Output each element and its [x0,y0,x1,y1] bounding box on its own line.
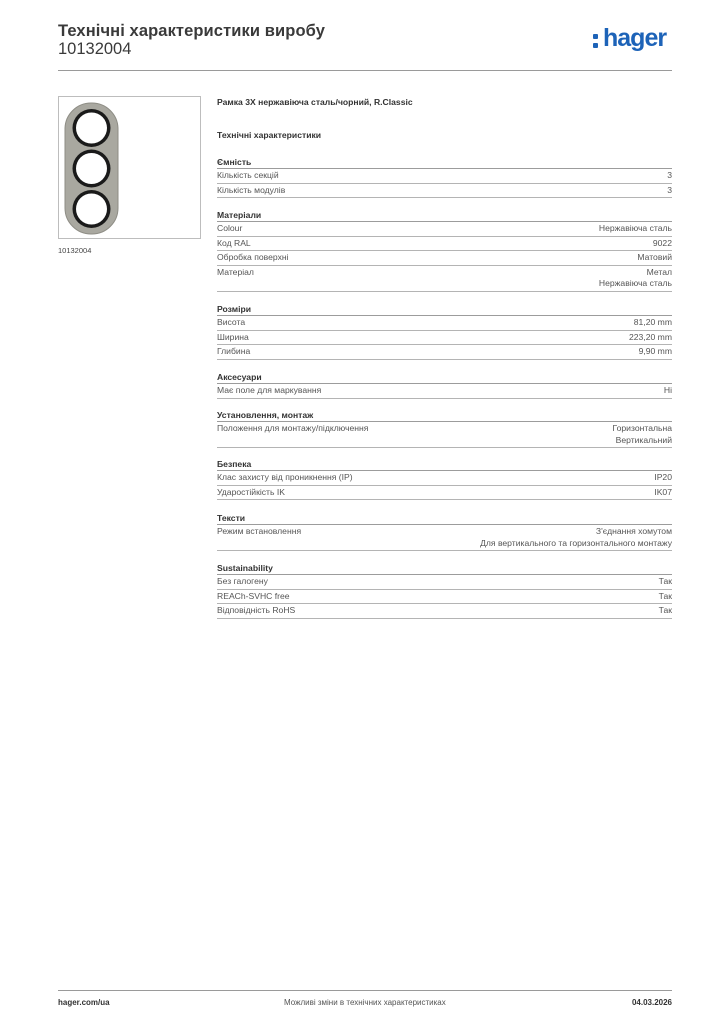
spec-value-line: Матовий [637,252,672,262]
spec-value-line: Ні [663,385,672,395]
section-title: Аксесуари [217,370,672,384]
spec-row [217,604,672,619]
spec-label: Клас захисту від проникнення (IP) [217,472,353,482]
spec-label: Режим встановлення [217,526,302,536]
spec-value [637,252,672,264]
header-divider [58,70,672,71]
spec-label: Положення для монтажу/підключення [217,423,369,433]
spec-value-line: Метал [646,266,672,277]
spec-section [217,561,672,619]
section-title: Ємність [217,155,672,169]
section-title: Розміри [217,302,672,316]
spec-label: Colour [217,223,243,233]
spec-value [667,170,672,182]
spec-value-line: 3 [667,184,672,195]
product-image [58,96,201,239]
spec-value-line: Вертикальний [615,434,672,445]
product-name: Рамка 3X нержавіюча сталь/чорний, R.Classic [217,97,413,107]
spec-row [217,422,672,448]
spec-value [664,385,672,397]
spec-value-line: 3 [667,170,672,180]
section-title: Матеріали [217,208,672,222]
spec-value-line: 81,20 mm [633,317,672,327]
spec-label: REACh-SVHC free [217,590,290,601]
spec-value-line: 9,90 mm [638,346,672,356]
spec-value [654,487,672,499]
spec-value [639,346,672,358]
footer-date: 04.03.2026 [631,998,672,1007]
section-title: Sustainability [217,561,672,575]
footer-website[interactable]: hager.com/ua [58,998,110,1007]
spec-value-line: 223,20 mm [629,331,672,342]
spec-label: Відповідність RoHS [217,605,296,615]
spec-value [667,185,672,197]
spec-label: Висота [217,317,246,327]
spec-row [217,222,672,237]
spec-row [217,237,672,252]
frame-3x-illustration [59,97,200,238]
spec-value [653,238,672,250]
spec-label: Ширина [217,331,249,342]
product-code: 10132004 [58,40,132,58]
spec-row [217,331,672,346]
spec-value-line: Для вертикального та горизонтального монтажу [480,537,672,548]
spec-value-line: З'єднання хомутом [595,526,672,536]
spec-value [654,472,672,484]
spec-value [629,332,672,344]
logo-text: hager [603,24,667,52]
hager-logo [593,24,675,57]
spec-label: Обробка поверхні [217,252,289,262]
spec-section [217,155,672,198]
spec-value [659,591,672,603]
spec-value-line: 9022 [652,237,672,248]
section-title: Установлення, монтаж [217,408,672,422]
spec-value [634,317,672,329]
spec-value-line: Так [658,605,672,615]
spec-value [599,223,672,235]
spec-label: Кількість модулів [217,184,286,195]
spec-value-line: Так [658,576,672,586]
spec-section [217,208,672,292]
spec-label: Має поле для маркування [217,385,322,395]
spec-value-line: Нержавіюча сталь [598,278,672,288]
section-title: Безпека [217,457,672,471]
spec-value-line: Горизонтальна [612,423,672,433]
spec-value [659,605,672,617]
spec-label: Матеріал [217,266,254,277]
spec-row [217,471,672,486]
spec-row [217,345,672,360]
spec-row [217,184,672,199]
specs-heading: Технічні характеристики [217,130,322,140]
footer-divider [58,990,672,991]
image-caption: 10132004 [58,246,92,255]
spec-row [217,266,672,292]
logo-dot-top [593,34,598,39]
spec-value [659,576,672,588]
spec-label: Кількість секцій [217,170,279,180]
spec-value-line: Нержавіюча сталь [598,223,672,233]
spec-section [217,408,672,448]
spec-label: Код RAL [217,237,251,248]
spec-row [217,316,672,331]
document-title: Технічні характеристики виробу [58,22,325,40]
spec-value-line: Так [658,590,672,601]
spec-value-line: IP20 [654,472,672,482]
spec-row [217,169,672,184]
spec-row [217,590,672,605]
spec-label: Ударостійкість IK [217,486,285,497]
spec-label: Без галогену [217,576,268,586]
spec-section [217,457,672,500]
spec-row [217,486,672,501]
spec-section [217,370,672,399]
spec-section [217,511,672,551]
spec-value-line: IK07 [654,486,672,497]
logo-dot-bottom [593,43,598,48]
spec-label: Глибина [217,346,251,356]
footer-notice: Можливі зміни в технічних характеристиках [284,998,446,1007]
spec-row [217,251,672,266]
spec-value [599,267,672,290]
spec-row [217,525,672,551]
section-title: Тексти [217,511,672,525]
spec-value [613,423,672,446]
spec-value [480,526,672,549]
spec-section [217,302,672,360]
spec-row [217,575,672,590]
spec-row [217,384,672,399]
